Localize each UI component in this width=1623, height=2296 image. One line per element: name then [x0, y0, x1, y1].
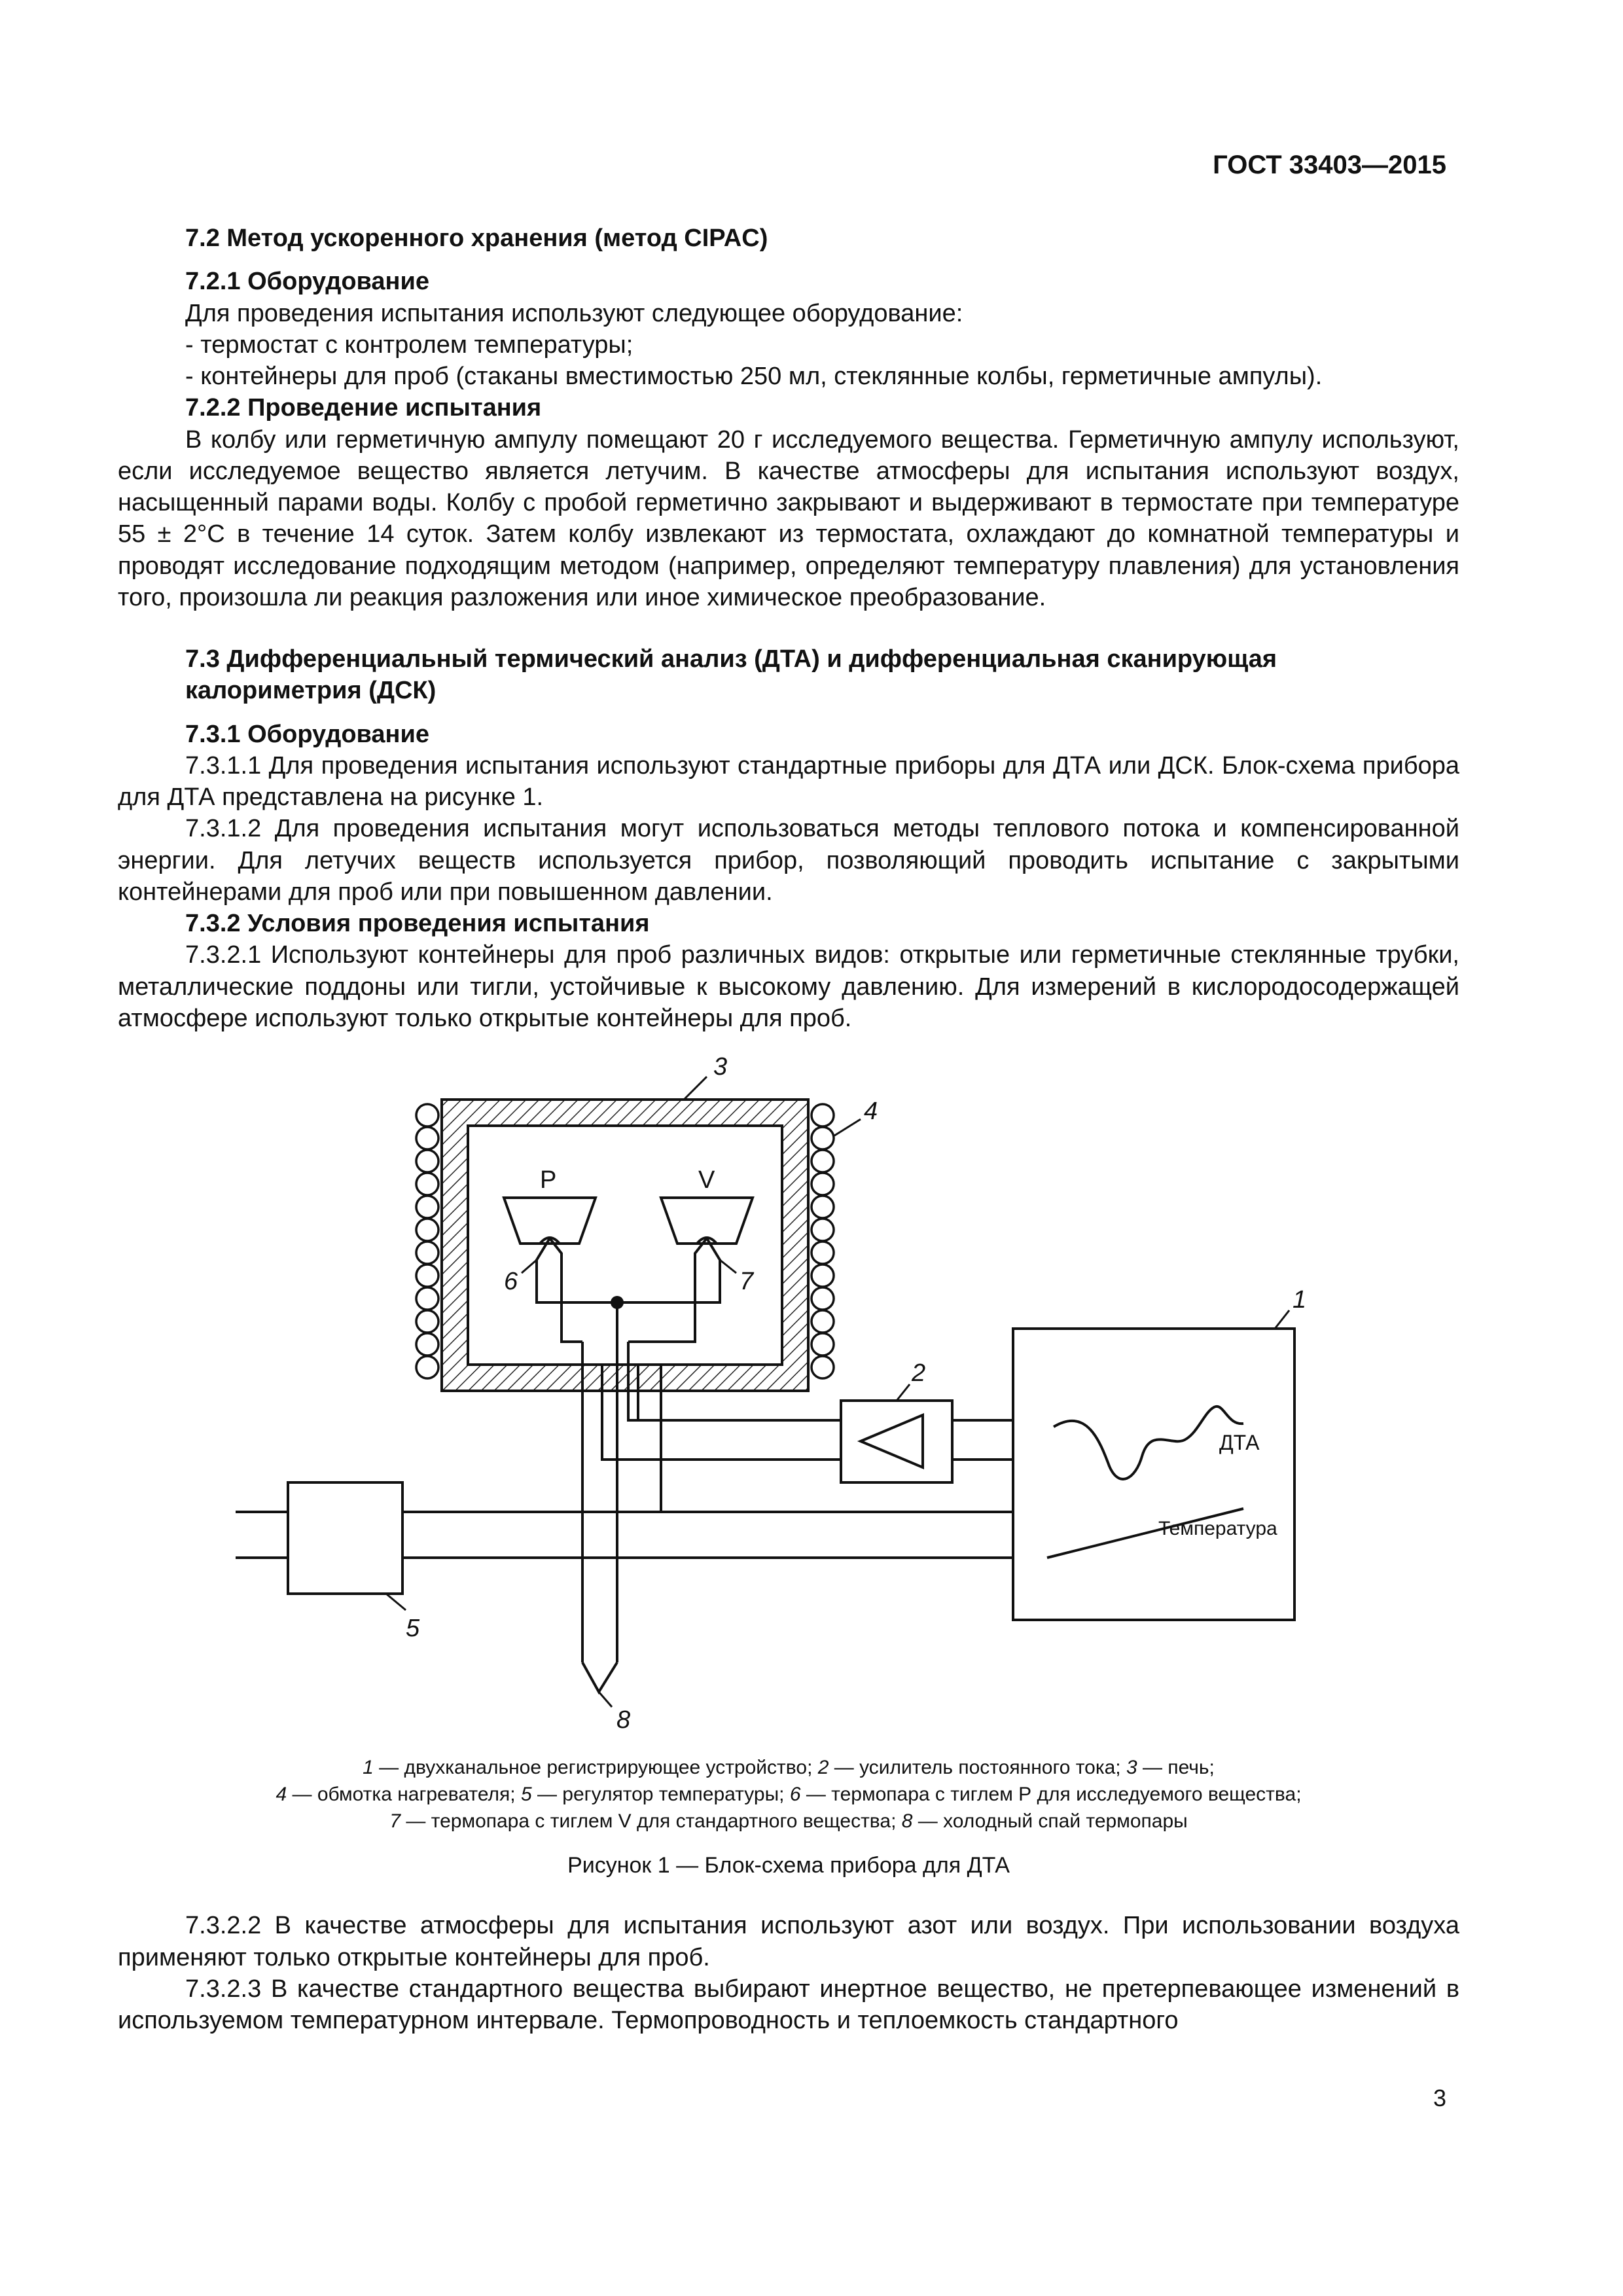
- figure-caption: Рисунок 1 — Блок-схема прибора для ДТА: [567, 1853, 1010, 1878]
- label-1: 1: [1293, 1286, 1307, 1314]
- section-7-3-title: 7.3 Дифференциальный термический анализ (ДТА) и дифференциальная сканирующая калориметрия (ДСК): [185, 645, 1277, 705]
- label-4: 4: [864, 1098, 878, 1125]
- section-7-3-1-title: 7.3.1 Оборудование: [185, 720, 429, 748]
- label-v: V: [698, 1166, 715, 1194]
- dc-amplifier: [841, 1401, 952, 1482]
- heater-winding-right: [812, 1104, 834, 1378]
- document-code-header: ГОСТ 33403—2015: [1213, 151, 1446, 179]
- paragraph-7-3-2-2: 7.3.2.2 В качестве атмосферы для испытания используют азот или воздух. При использовании воздуха применяют только открытые контейнеры для проб.: [118, 1912, 1459, 1971]
- paragraph-7-3-2-3: 7.3.2.3 В качестве стандартного вещества выбирают инертное вещество, не претерпевающее изменений в используемом температурном интервале. Термопроводность и теплоемкость стандартного: [118, 1975, 1459, 2035]
- furnace: [442, 1100, 808, 1391]
- label-7: 7: [740, 1268, 754, 1295]
- paragraph-7-3-2-1: 7.3.2.1 Используют контейнеры для проб различных видов: открытые или герметичные стеклянные трубки, металлические поддоны или тигли, устойчивые к высокому давлению. Для измерений в кислородосодержащей атмосфере используют только открытые контейнеры для проб.: [118, 941, 1459, 1032]
- page-content: [118, 223, 1459, 2036]
- cold-junction: [582, 1662, 617, 1692]
- section-7-3-2-title: 7.3.2 Условия проведения испытания: [185, 910, 650, 937]
- temperature-regulator: [288, 1482, 402, 1594]
- legend-line: 1 — двухканальное регистрирующее устройство; 2 — усилитель постоянного тока; 3 — печь;: [363, 1757, 1215, 1778]
- section-7-2-2-title: 7.2.2 Проведение испытания: [185, 394, 542, 422]
- section-7-2-title: 7.2 Метод ускоренного хранения (метод CIPAC): [185, 224, 768, 252]
- paragraph-7-3-1-2: 7.3.1.2 Для проведения испытания могут использоваться методы теплового потока и компенсированной энергии. Для летучих веществ используется прибор, позволяющий проводить испытание с закрытыми контейнерами для проб или при повышенном давлении.: [118, 815, 1459, 906]
- two-channel-recorder: [1013, 1329, 1294, 1620]
- paragraph-7-3-1-1: 7.3.1.1 Для проведения испытания используют стандартные приборы для ДТА или ДСК. Блок-схема прибора для ДТА представлена на рисунке 1.: [118, 751, 1459, 811]
- page-number: 3: [1433, 2085, 1446, 2111]
- section-7-2-1-title: 7.2.1 Оборудование: [185, 268, 429, 296]
- label-5: 5: [406, 1615, 420, 1642]
- section-7-2-2-text: В колбу или герметичную ампулу помещают 20 г исследуемого вещества. Герметичную ампулу используют, если исследуемое вещество является летучим. В качестве атмосферы для испытания используют воздух, насыщенный парами воды. Колбу с пробой герметично закрывают и выдерживают в термостате при температуре 55 ± 2°С в течение 14 суток. Затем колбу извлекают из термостата, охлаждают до комнатной температуры и проводят исследование подходящим методом (например, определяют температуру плавления) для установления того, произошла ли реакция разложения или иное химическое преобразование.: [118, 425, 1459, 611]
- label-temperature: Температура: [1158, 1518, 1277, 1539]
- label-3: 3: [713, 1054, 728, 1081]
- label-6: 6: [504, 1268, 518, 1295]
- heater-winding-left: [416, 1104, 438, 1378]
- label-p: P: [540, 1166, 557, 1194]
- dta-diagram-svg: [118, 1054, 1459, 1754]
- label-dta: ДТА: [1219, 1431, 1260, 1454]
- legend-line: 4 — обмотка нагревателя; 5 — регулятор температуры; 6 — термопара с тиглем Р для исследуемого вещества;: [276, 1784, 1302, 1806]
- label-2: 2: [912, 1359, 926, 1387]
- equipment-item: - контейнеры для проб (стаканы вместимостью 250 мл, стеклянные колбы, герметичные ампулы).: [185, 363, 1323, 390]
- label-8: 8: [616, 1706, 631, 1734]
- figure-legend: [118, 1754, 1459, 1835]
- legend-line: 7 — термопара с тиглем V для стандартного вещества; 8 — холодный спай термопары: [389, 1810, 1188, 1833]
- section-7-2-1-intro: Для проведения испытания используют следующее оборудование:: [185, 299, 963, 327]
- equipment-item: - термостат с контролем температуры;: [185, 331, 633, 359]
- figure-1-dta-block-diagram: [118, 1054, 1459, 1754]
